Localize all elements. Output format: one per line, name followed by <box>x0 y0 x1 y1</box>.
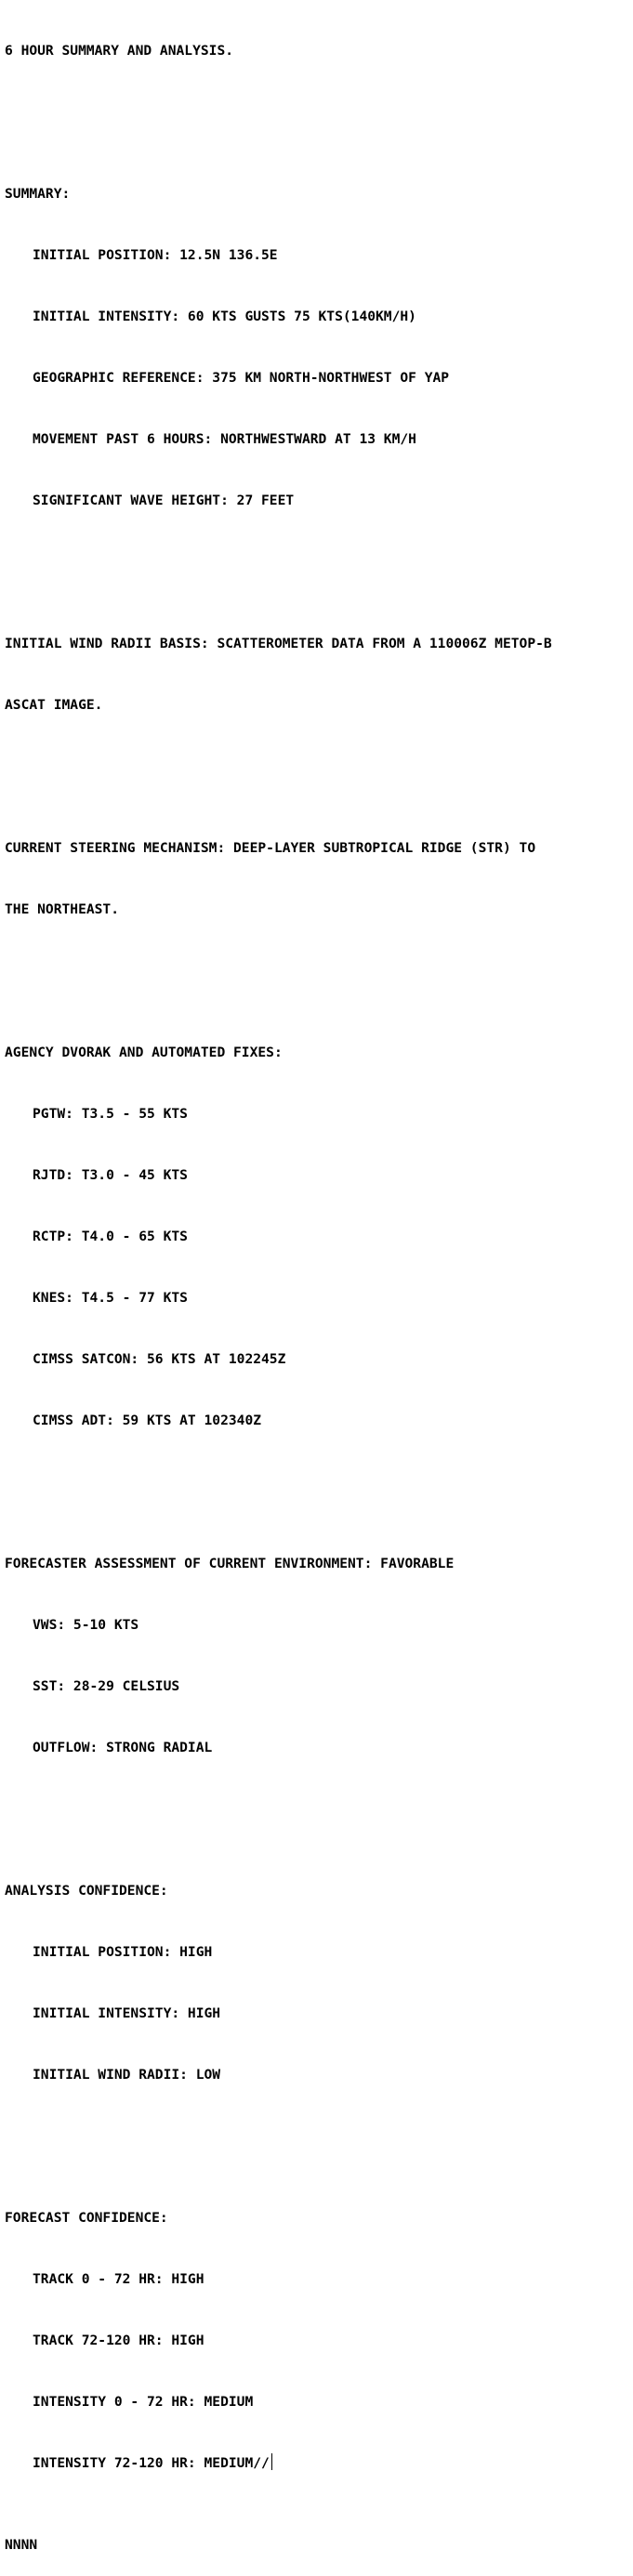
fix-cimss-satcon: CIMSS SATCON: 56 KTS AT 102245Z <box>33 1351 286 1367</box>
bulletin-footer: NNNN <box>5 2537 38 2553</box>
bulletin-document <box>5 0 633 2576</box>
steering-line-1: CURRENT STEERING MECHANISM: DEEP-LAYER SUBTROPICAL RIDGE (STR) TO <box>5 840 536 856</box>
bulletin-heading: 6 HOUR SUMMARY AND ANALYSIS. <box>5 43 234 59</box>
forecast-intensity-72-120: INTENSITY 72-120 HR: MEDIUM// <box>33 2455 270 2471</box>
fixes-title: AGENCY DVORAK AND AUTOMATED FIXES: <box>5 1045 283 1060</box>
analysis-confidence-position: INITIAL POSITION: HIGH <box>33 1944 213 1960</box>
blank-line <box>5 1799 633 1820</box>
environment-vws: VWS: 5-10 KTS <box>33 1617 139 1633</box>
summary-initial-position: INITIAL POSITION: 12.5N 136.5E <box>33 247 278 263</box>
blank-line <box>5 102 633 123</box>
summary-geographic-reference: GEOGRAPHIC REFERENCE: 375 KM NORTH-NORTHWEST OF YAP <box>33 370 450 386</box>
blank-line <box>5 756 633 777</box>
environment-outflow: OUTFLOW: STRONG RADIAL <box>33 1740 213 1755</box>
blank-line <box>5 961 633 981</box>
blank-line <box>5 2126 633 2147</box>
fix-pgtw: PGTW: T3.5 - 55 KTS <box>33 1106 188 1122</box>
forecast-confidence-title: FORECAST CONFIDENCE: <box>5 2210 168 2226</box>
forecast-intensity-0-72: INTENSITY 0 - 72 HR: MEDIUM <box>33 2394 254 2410</box>
wind-radii-basis-line-2: ASCAT IMAGE. <box>5 697 103 713</box>
summary-initial-intensity: INITIAL INTENSITY: 60 KTS GUSTS 75 KTS(140KM/H) <box>33 309 416 324</box>
analysis-confidence-title: ANALYSIS CONFIDENCE: <box>5 1883 168 1899</box>
forecast-track-72-120: TRACK 72-120 HR: HIGH <box>33 2333 204 2348</box>
summary-wave-height: SIGNIFICANT WAVE HEIGHT: 27 FEET <box>33 493 295 508</box>
fix-cimss-adt: CIMSS ADT: 59 KTS AT 102340Z <box>33 1413 262 1428</box>
blank-line <box>5 552 633 572</box>
forecast-intensity-72-120-row[interactable] <box>5 2453 633 2474</box>
analysis-confidence-intensity: INITIAL INTENSITY: HIGH <box>33 2005 221 2021</box>
environment-title: FORECASTER ASSESSMENT OF CURRENT ENVIRONMENT: FAVORABLE <box>5 1556 455 1571</box>
analysis-confidence-wind-radii: INITIAL WIND RADII: LOW <box>33 2067 221 2083</box>
fix-knes: KNES: T4.5 - 77 KTS <box>33 1290 188 1306</box>
blank-line <box>5 1472 633 1492</box>
summary-title: SUMMARY: <box>5 186 71 202</box>
forecast-track-0-72: TRACK 0 - 72 HR: HIGH <box>33 2271 204 2287</box>
environment-sst: SST: 28-29 CELSIUS <box>33 1678 180 1694</box>
fix-rctp: RCTP: T4.0 - 65 KTS <box>33 1229 188 1244</box>
text-cursor <box>271 2453 272 2470</box>
steering-line-2: THE NORTHEAST. <box>5 901 120 917</box>
wind-radii-basis-line-1: INITIAL WIND RADII BASIS: SCATTEROMETER DATA FROM A 110006Z METOP-B <box>5 636 552 651</box>
fix-rjtd: RJTD: T3.0 - 45 KTS <box>33 1167 188 1183</box>
summary-movement: MOVEMENT PAST 6 HOURS: NORTHWESTWARD AT 13 KM/H <box>33 431 416 447</box>
